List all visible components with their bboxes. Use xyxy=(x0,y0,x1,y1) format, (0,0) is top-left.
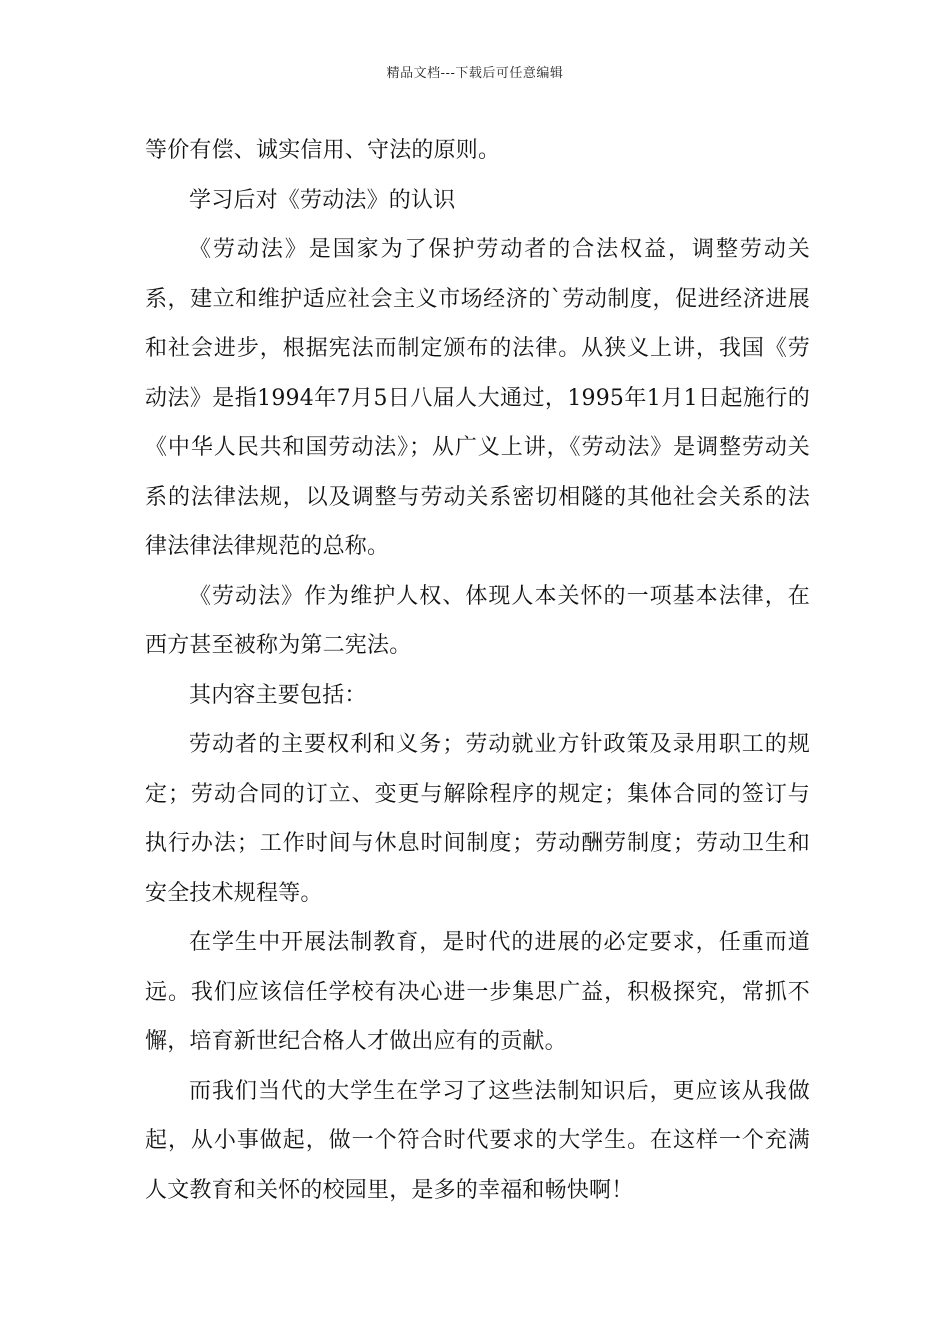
page-header: 精品文档---下载后可任意编辑 xyxy=(386,66,564,81)
paragraph-continuation: 等价有偿、诚实信用、守法的原则。 xyxy=(145,138,501,163)
paragraph-contents-intro: 其内容主要包括： xyxy=(189,682,367,708)
paragraph-contents-list: 劳动者的主要权利和义务；劳动就业方针政策及录用职工的规定；劳动合同的订立、变更与解除程序的规定；集体合同的签订与执行办法；工作时间与休息时间制度；劳动酬劳制度；劳动卫生和安全技术规程等。 xyxy=(145,732,810,906)
section-heading: 学习后对《劳动法》的认识 xyxy=(189,187,456,213)
document-body xyxy=(145,126,810,1215)
paragraph-labor-law-definition: 《劳动法》是国家为了保护劳动者的合法权益，调整劳动关系，建立和维护适应社会主义市场经济的`劳动制度，促进经济进展和社会进步，根据宪法而制定颁布的法律。从狭义上讲，我国《劳动法》是指1994年7月5日八届人大通过，1995年1月1日起施行的《中华人民共和国劳动法》；从广义上讲，《劳动法》是调整劳动关系的法律法规，以及调整与劳动关系密切相隧的其他社会关系的法律法律法律规范的总称。 xyxy=(145,237,810,559)
paragraph-human-rights: 《劳动法》作为维护人权、体现人本关怀的一项基本法律，在西方甚至被称为第二宪法。 xyxy=(145,583,810,658)
paragraph-conclusion: 而我们当代的大学生在学习了这些法制知识后，更应该从我做起，从小事做起，做一个符合时代要求的大学生。在这样一个充满人文教育和关怀的校园里，是多的幸福和畅快啊！ xyxy=(145,1078,810,1203)
paragraph-legal-education: 在学生中开展法制教育，是时代的进展的必定要求，任重而道远。我们应该信任学校有决心进一步集思广益，积极探究，常抓不懈，培育新世纪合格人才做出应有的贡献。 xyxy=(145,930,810,1054)
